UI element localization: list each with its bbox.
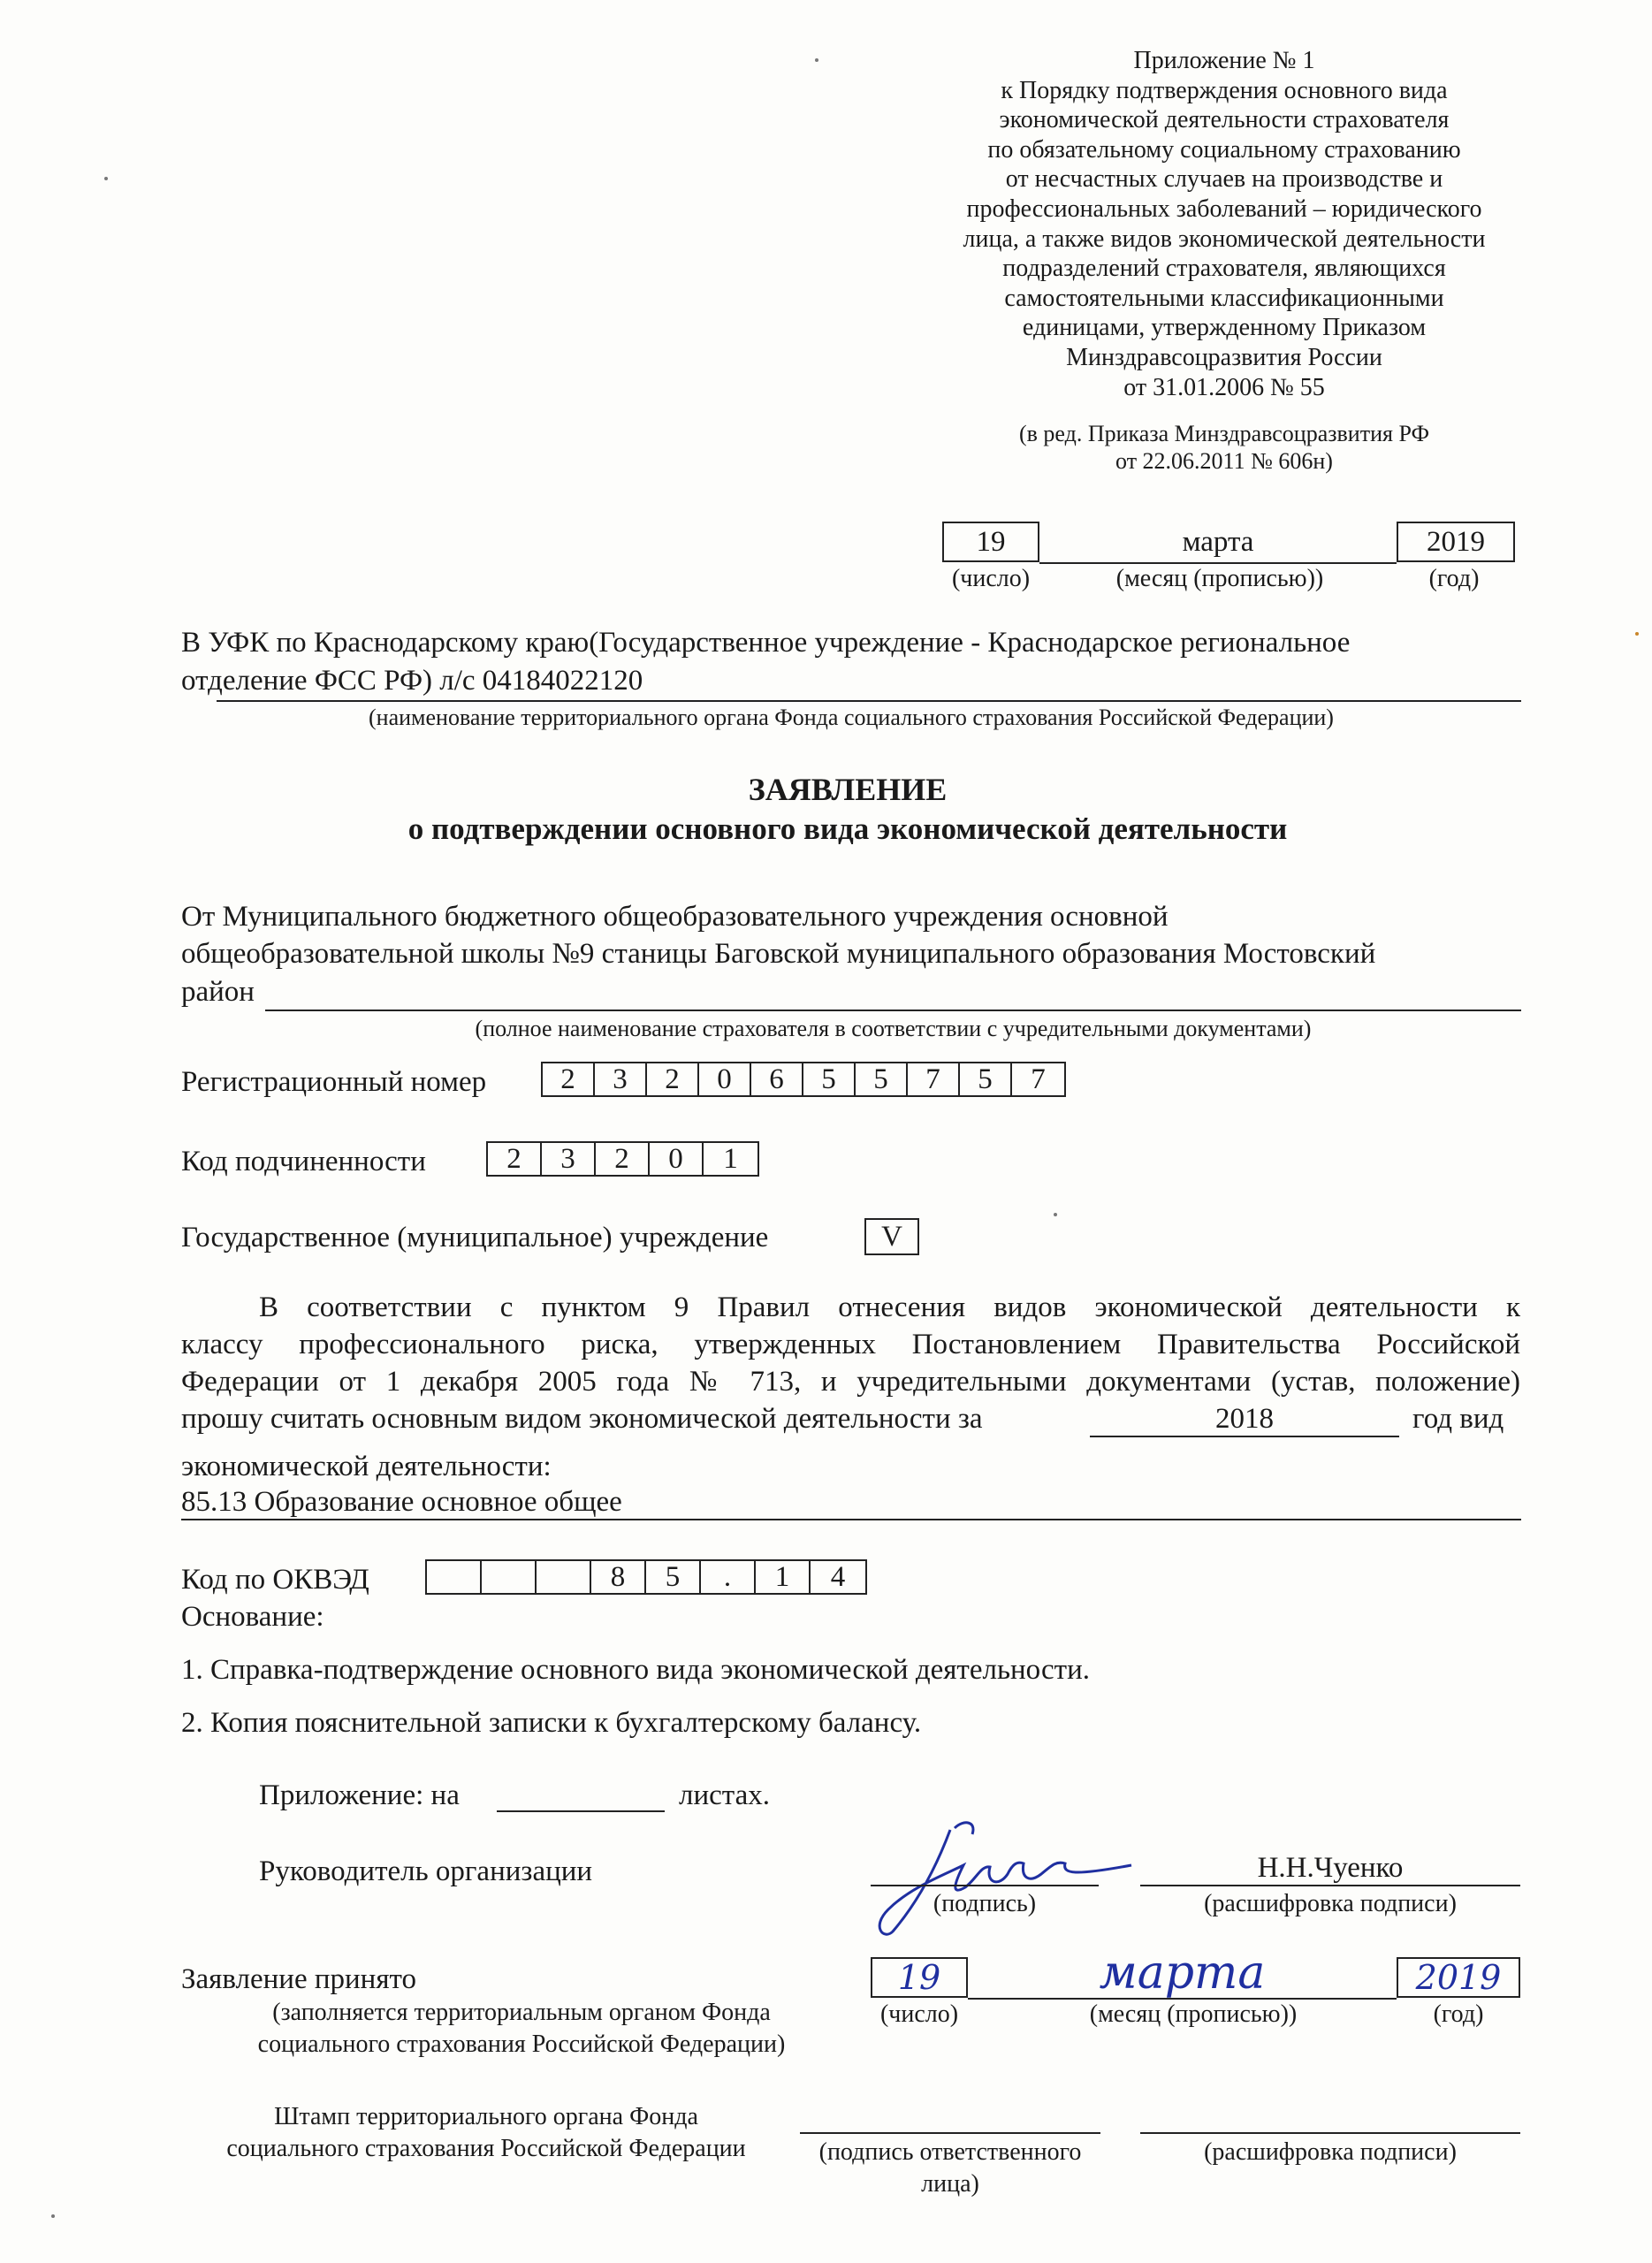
handwritten-signature [866,1812,1140,1945]
manager-name: Н.Н.Чуенко [1257,1852,1404,1884]
signature-caption: (подпись) [933,1890,1037,1917]
state-institution-label: Государственное (муниципальное) учреждение [181,1222,769,1253]
registration-digit: 3 [595,1063,647,1095]
accepted-year-caption: (год) [1433,2000,1484,2028]
registration-digit: 7 [908,1063,960,1095]
accepted-month-caption: (месяц (прописью)) [1089,2000,1298,2028]
stamp-label: Штамп территориального органа Фонда [274,2103,698,2130]
body-text: В соответствии с пунктом 9 Правил отнесения видов экономической деятельности к [259,1292,1520,1323]
edition-line: (в ред. Приказа Минздравсоцразвития РФ [1018,421,1430,447]
appendix-line: профессиональных заболеваний – юридического [966,194,1482,223]
insurer-line: общеобразовательной школы №9 станицы Баговской муниципального образования Мостовский [181,938,1376,970]
signature-underline [871,1885,1099,1886]
appendix-line: экономической деятельности страхователя [999,106,1450,134]
subordination-label: Код подчиненности [181,1146,426,1177]
subordination-digit: 2 [488,1143,542,1175]
basis-label: Основание: [181,1601,324,1633]
responsible-caption: лица) [921,2170,979,2198]
okved-label: Код по ОКВЭД [181,1564,369,1596]
okved-cell: 4 [830,1560,846,1593]
insurer-underline [265,1010,1521,1011]
name-underline [1140,1885,1520,1886]
appendix-line: от несчастных случаев на производстве и [1005,165,1443,194]
attachment-sheets-underline [497,1810,665,1812]
appendix-line: Минздравсоцразвития России [1066,343,1382,371]
body-line-5: экономической деятельности: [181,1451,552,1482]
date-day-box: 19 [942,522,1039,562]
registration-label: Регистрационный номер [181,1066,487,1098]
accepted-day-caption: (число) [879,2000,959,2028]
scan-speck [815,58,818,62]
registration-digit: 2 [647,1063,699,1095]
edition-line: от 22.06.2011 № 606н) [1115,448,1333,475]
registration-digit: 7 [1031,1063,1046,1095]
okved-cell: 1 [756,1561,811,1593]
okved-cell [537,1561,591,1593]
body-line-1 [259,1291,1520,1326]
body-year-value: 2018 [1215,1403,1274,1435]
appendix-line: от 31.01.2006 № 55 [1123,373,1325,401]
date-year-caption: (год) [1428,565,1480,592]
registration-digit: 5 [856,1063,908,1095]
body-text: Федерации от 1 декабря 2005 года № 713, и учредительными документами (устав, положение) [181,1366,1520,1398]
registration-digit: 6 [751,1063,803,1095]
responsible-name-underline [1140,2132,1520,2134]
appendix-line: единицами, утвержденному Приказом [1022,314,1427,342]
accepted-caption: (заполняется территориальным органом Фонда [272,1999,771,2026]
okved-cell: 5 [646,1561,701,1593]
basis-item: 2. Копия пояснительной записки к бухгалтерскому балансу. [181,1707,922,1739]
recipient-underline [217,700,1521,702]
subordination-code-cells [486,1141,759,1177]
document-title: ЗАЯВЛЕНИЕ [748,772,948,807]
accepted-label: Заявление принято [181,1963,416,1995]
attachment-sheets-label: листах. [679,1779,770,1811]
okved-cell [482,1561,537,1593]
registration-digit: 5 [803,1063,856,1095]
activity-underline [181,1519,1521,1520]
registration-digit: 2 [543,1063,595,1095]
state-institution-checkbox[interactable]: V [864,1218,919,1255]
registration-number-cells [541,1062,1066,1097]
registration-digit: 5 [960,1063,1012,1095]
registration-digit: 0 [699,1063,751,1095]
document-subtitle: о подтверждении основного вида экономической деятельности [407,811,1288,846]
recipient-caption: (наименование территориального органа Фонда социального страхования Российской Федерации) [369,705,1334,730]
recipient-line: отделение ФСС РФ) л/с 04184022120 [181,665,643,697]
appendix-line: лица, а также видов экономической деятельности [963,225,1486,253]
appendix-line: подразделений страхователя, являющихся [1002,255,1446,283]
insurer-caption: (полное наименование страхователя в соответствии с учредительными документами) [475,1016,1312,1041]
okved-code-cells [425,1559,867,1595]
responsible-decode-caption: (расшифровка подписи) [1204,2138,1457,2166]
okved-cell: 8 [591,1561,646,1593]
stamp-label: социального страхования Российской Федерации [226,2135,746,2162]
accepted-day-box: 19 [871,1957,968,1998]
scan-speck [51,2214,55,2218]
date-month: марта [1182,526,1254,558]
insurer-line: район [181,976,255,1008]
date-year-box: 2019 [1397,522,1515,562]
accepted-month: марта [1099,1947,1266,2000]
date-month-caption: (месяц (прописью)) [1115,565,1324,592]
recipient-line: В УФК по Краснодарскому краю(Государственное учреждение - Краснодарское региональное [181,627,1351,659]
subordination-digit: 2 [596,1143,650,1175]
body-line-3 [181,1365,1520,1400]
subordination-digit: 3 [542,1143,596,1175]
responsible-caption: (подпись ответственного [818,2138,1082,2166]
okved-cell: . [701,1561,756,1593]
okved-cell [427,1561,482,1593]
decode-caption: (расшифровка подписи) [1204,1890,1457,1917]
scan-speck [1635,632,1639,636]
appendix-line: к Порядку подтверждения основного вида [1001,76,1448,104]
basis-item: 1. Справка-подтверждение основного вида экономической деятельности. [181,1654,1090,1686]
body-text: классу профессионального риска, утвержденных Постановлением Правительства Российской [181,1329,1520,1360]
accepted-caption: социального страхования Российской Федерации) [257,2031,786,2058]
subordination-digit: 1 [723,1142,738,1175]
accepted-year-box: 2019 [1397,1957,1520,1998]
body-line-4-start: прошу считать основным видом экономической деятельности за [181,1403,983,1435]
appendix-line: самостоятельными классификационными [1004,284,1444,312]
attachment-label: Приложение: на [259,1779,460,1811]
body-line-2 [181,1328,1520,1363]
manager-label: Руководитель организации [259,1855,593,1887]
scan-speck [104,177,108,180]
subordination-digit: 0 [650,1143,704,1175]
insurer-line: От Муниципального бюджетного общеобразовательного учреждения основной [181,901,1169,933]
date-day-caption: (число) [951,565,1031,592]
appendix-line: по обязательному социальному страхованию [987,135,1461,164]
appendix-line: Приложение № 1 [1133,47,1315,74]
activity-value: 85.13 Образование основное общее [181,1486,622,1518]
body-line-4-end: год вид [1412,1403,1504,1435]
body-year-underline [1090,1436,1399,1437]
appendix-block [888,46,1560,476]
scan-speck [1054,1213,1057,1216]
responsible-signature-underline [800,2132,1100,2134]
